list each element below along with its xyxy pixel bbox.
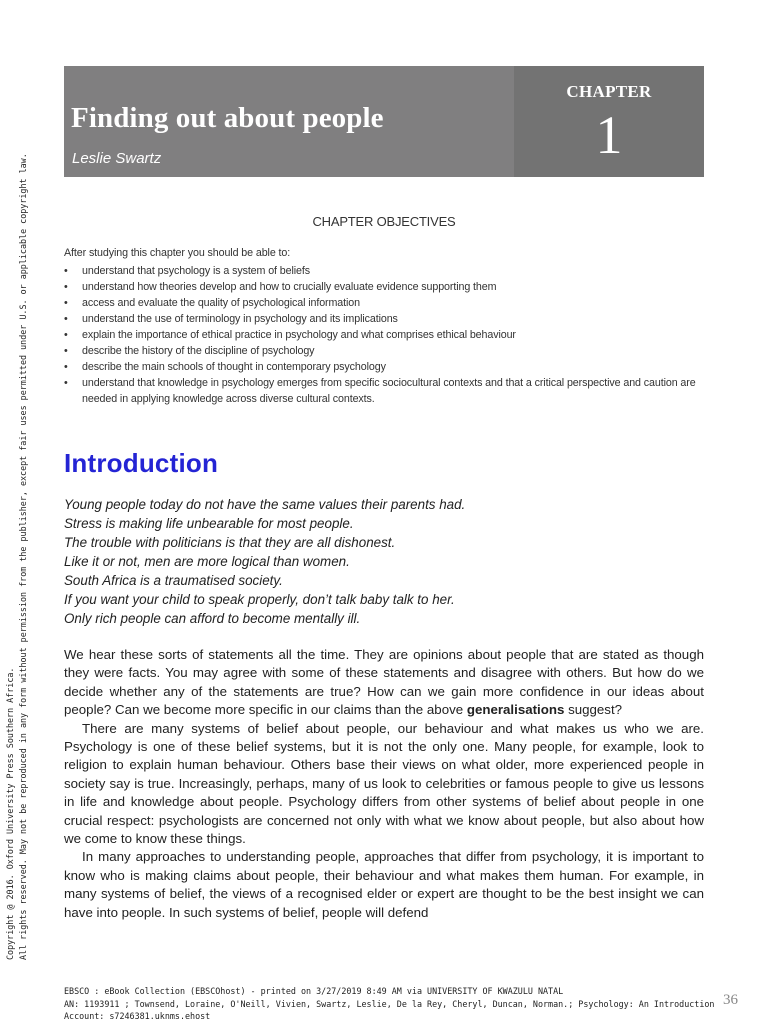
paragraph-1-text: We hear these sorts of statements all the time. They are opinions about people that are stated as though they were facts. You may agree with some of these statements and disagree with others. But how do we decide whether any of the statements are true? How can we gain more confidence in our ideas about people? Can we become more specific in our claims than the above [64,647,704,718]
footer-line-1: EBSCO : eBook Collection (EBSCOhost) - printed on 3/27/2019 8:49 AM via UNIVERSITY OF KWAZULU NATAL [64,986,564,996]
footer-line-3: Account: s7246381.uknms.ehost [64,1011,211,1021]
statement: South Africa is a traumatised society. [64,573,283,588]
paragraph-1-end: suggest? [564,702,623,718]
chapter-label: CHAPTER [566,82,652,101]
objectives-list [64,263,704,407]
statement: If you want your child to speak properly, don’t talk baby talk to her. [64,592,455,607]
paragraph-3: In many approaches to understanding people, approaches that differ from psychology, it is important to know who is making claims about people, their behaviour and what makes them human. For example, in many systems of belief, the views of a recognised elder or expert are thought to be the best insight we can have into people. In such systems of belief, people will defend [64,849,704,920]
chapter-number-panel [514,66,704,177]
glossary-term-generalisations: generalisations [466,702,565,718]
copyright-line-2: All rights reserved. May not be reproduced in any form without permission from the publisher, except fair uses permitted under U.S. or applicable copyright law. [18,153,28,960]
example-statements [64,495,704,628]
chapter-number: 1 [595,105,623,165]
copyright-line-1: Copyright @ 2016. Oxford University Press Southern Africa. [5,667,15,960]
statement: Only rich people can afford to become mentally ill. [64,611,361,626]
chapter-author: Leslie Swartz [72,150,162,167]
statement: Young people today do not have the same values their parents had. [64,497,466,512]
body-text [64,646,704,922]
objective-item: • describe the history of the discipline of psychology [64,343,704,359]
chapter-title: Finding out about people [71,102,384,134]
objectives-heading: CHAPTER OBJECTIVES [312,214,456,229]
statement: Stress is making life unbearable for most people. [64,516,354,531]
objective-item: • understand how theories develop and how to crucially evaluate evidence supporting them [64,279,704,295]
chapter-title-panel [64,66,514,177]
objective-item: • access and evaluate the quality of psychological information [64,295,704,311]
print-footer [64,985,715,1023]
statement: Like it or not, men are more logical than women. [64,554,350,569]
footer-line-2: AN: 1193911 ; Townsend, Loraine, O'Neill, Vivien, Swartz, Leslie, De la Rey, Cheryl, Duncan, Norman.; Psychology: An Introduction [64,998,715,1009]
objectives-intro: After studying this chapter you should be able to: [64,247,291,259]
statement: The trouble with politicians is that they are all dishonest. [64,535,396,550]
paragraph-2: There are many systems of belief about people, our behaviour and what makes us who we are. Psychology is one of these belief systems, but it is not the only one. Many people, for example, look to religion to explain human behaviour. Others base their views on what older, more experienced people in society say is true. Increasingly, perhaps, many of us look to celebrities or famous people to give us lessons in life and knowledge about people. Psychology differs from other systems of belief about people in one crucial respect: psychologists are concerned not only with what we know about people, but also about how we come to know these things. [64,720,704,847]
introduction-heading: Introduction [64,448,219,478]
objective-item: • understand the use of terminology in psychology and its implications [64,311,704,327]
copyright-notice [4,153,38,960]
chapter-header [64,66,704,177]
objective-item: • describe the main schools of thought in contemporary psychology [64,359,704,375]
page-number: 36 [723,992,738,1008]
objective-item: • understand that psychology is a system of beliefs [64,263,704,279]
paragraph-1 [64,646,704,720]
objective-item: • understand that knowledge in psychology emerges from specific sociocultural contexts and that a critical perspective and caution are needed in applying knowledge across diverse cultural contexts. [64,375,704,407]
objective-item: • explain the importance of ethical practice in psychology and what comprises ethical behaviour [64,327,704,343]
